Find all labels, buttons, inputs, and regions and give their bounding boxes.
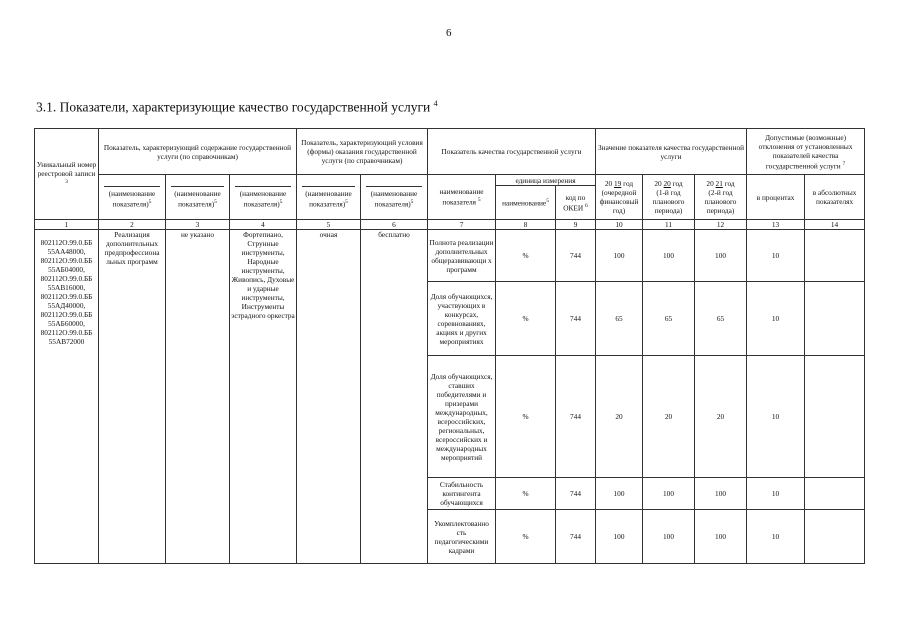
specialties: Фортепиано, Струнные инструменты, Народные инструменты, Живопись, Духовые и ударные инструменты, Инструменты эстрадного оркестра	[230, 230, 297, 564]
deviation-absolute	[805, 510, 865, 564]
value-year-1: 65	[596, 282, 643, 356]
col-number: 10	[596, 220, 643, 230]
col-number: 1	[35, 220, 99, 230]
header-sub-name-1: (наименование показателя)$^5$	[99, 175, 166, 220]
indicator-name: Полнота реализации дополнительных общеразвивающи х программ	[428, 230, 496, 282]
okei-code: 744	[556, 230, 596, 282]
deviation-percent: 10	[747, 356, 805, 478]
value-year-1: 100	[596, 478, 643, 510]
value-year-2: 100	[643, 478, 695, 510]
indicator-name: Доля обучающихся, участвующих в конкурсах, соревнованиях, акциях и других мероприятиях	[428, 282, 496, 356]
value-year-2: 20	[643, 356, 695, 478]
col-number: 7	[428, 220, 496, 230]
unit-name: %	[496, 356, 556, 478]
registry-code: 55АБ04000,	[48, 265, 85, 274]
col-number: 4	[230, 220, 297, 230]
unit-name: %	[496, 510, 556, 564]
indicator-name: Стабильность контингента обучающихся	[428, 478, 496, 510]
value-year-3: 20	[695, 356, 747, 478]
registry-code-cell	[35, 230, 99, 564]
header-year-3: 20 21 год (2-й год планового периода)	[695, 175, 747, 220]
deviation-absolute	[805, 478, 865, 510]
header-sub-name-3: (наименование показателя)$^5$	[230, 175, 297, 220]
header-unique-number: Уникальный номер реестровой записи $^3$	[35, 129, 99, 220]
header-percent: в процентах	[747, 175, 805, 220]
payment-type: бесплатно	[361, 230, 428, 564]
header-content-indicator: Показатель, характеризующий содержание государственной услуги (по справочникам)	[99, 129, 297, 175]
registry-code: 802112О.99.0.ББ	[40, 328, 93, 337]
col-number: 14	[805, 220, 865, 230]
header-year-1: 20 19 год (очередной финансовый год)	[596, 175, 643, 220]
header-okei: код по ОКЕИ $^6$	[556, 186, 596, 220]
value-year-1: 100	[596, 230, 643, 282]
value-year-2: 100	[643, 510, 695, 564]
value-year-3: 100	[695, 478, 747, 510]
value-year-2: 65	[643, 282, 695, 356]
registry-code: 55АВ16000,	[47, 283, 86, 292]
registry-code: 55АА48000,	[47, 247, 86, 256]
col-number: 2	[99, 220, 166, 230]
header-sub-name-2: (наименование показателя)$^5$	[166, 175, 230, 220]
value-year-3: 65	[695, 282, 747, 356]
col-number: 5	[297, 220, 361, 230]
col-number: 9	[556, 220, 596, 230]
deviation-absolute	[805, 356, 865, 478]
deviation-percent: 10	[747, 478, 805, 510]
table-row	[35, 230, 865, 282]
col-number: 6	[361, 220, 428, 230]
header-deviation: Допустимые (возможные) отклонения от установленных показателей качества государственной услуги $^7$	[747, 129, 865, 175]
deviation-percent: 10	[747, 230, 805, 282]
deviation-percent: 10	[747, 510, 805, 564]
col-number: 12	[695, 220, 747, 230]
col-number: 3	[166, 220, 230, 230]
col-number: 13	[747, 220, 805, 230]
okei-code: 744	[556, 510, 596, 564]
registry-code: 802112О.99.0.ББ	[40, 310, 93, 319]
page-number: 6	[446, 27, 452, 39]
form-of-education: очная	[297, 230, 361, 564]
header-quality-value: Значение показателя качества государственной услуги	[596, 129, 747, 175]
registry-code: 802112О.99.0.ББ	[40, 256, 93, 265]
header-condition-indicator: Показатель, характеризующий условия (формы) оказания государственной услуги (по справочникам)	[297, 129, 428, 175]
okei-code: 744	[556, 356, 596, 478]
header-unit: единица измерения	[496, 175, 596, 186]
registry-code: 802112О.99.0.ББ	[40, 274, 93, 283]
category: не указано	[166, 230, 230, 564]
quality-indicators-table	[34, 128, 865, 564]
section-title: 3.1. Показатели, характеризующие качество государственной услуги $^4$	[36, 99, 438, 115]
okei-code: 744	[556, 282, 596, 356]
value-year-3: 100	[695, 230, 747, 282]
indicator-name: Укомплектованно сть педагогическими кадрами	[428, 510, 496, 564]
header-sub-name-4: (наименование показателя)$^5$	[297, 175, 361, 220]
value-year-1: 20	[596, 356, 643, 478]
unit-name: %	[496, 282, 556, 356]
registry-code: 55АВ72000	[48, 337, 85, 346]
value-year-1: 100	[596, 510, 643, 564]
header-indicator-name: наименование показателя $^5$	[428, 175, 496, 220]
deviation-absolute	[805, 230, 865, 282]
program-type: Реализация дополнительных предпрофессиона льных программ	[99, 230, 166, 564]
col-number: 8	[496, 220, 556, 230]
header-absolute: в абсолютных показателях	[805, 175, 865, 220]
registry-code: 802112О.99.0.ББ	[40, 292, 93, 301]
indicator-name: Доля обучающихся, ставших победителями и призерами международных, всероссийских, региональных, всероссийских и международных мероприятий	[428, 356, 496, 478]
value-year-3: 100	[695, 510, 747, 564]
value-year-2: 100	[643, 230, 695, 282]
registry-code: 802112О.99.0.ББ	[40, 238, 93, 247]
col-number: 11	[643, 220, 695, 230]
header-year-2: 20 20 год (1-й год планового периода)	[643, 175, 695, 220]
deviation-absolute	[805, 282, 865, 356]
okei-code: 744	[556, 478, 596, 510]
header-unit-name: наименование$^5$	[496, 186, 556, 220]
registry-code: 55АД40000,	[47, 301, 86, 310]
deviation-percent: 10	[747, 282, 805, 356]
registry-code: 55АБ60000,	[48, 319, 85, 328]
header-quality-indicator: Показатель качества государственной услуги	[428, 129, 596, 175]
header-sub-name-5: (наименование показателя)$^5$	[361, 175, 428, 220]
unit-name: %	[496, 230, 556, 282]
unit-name: %	[496, 478, 556, 510]
